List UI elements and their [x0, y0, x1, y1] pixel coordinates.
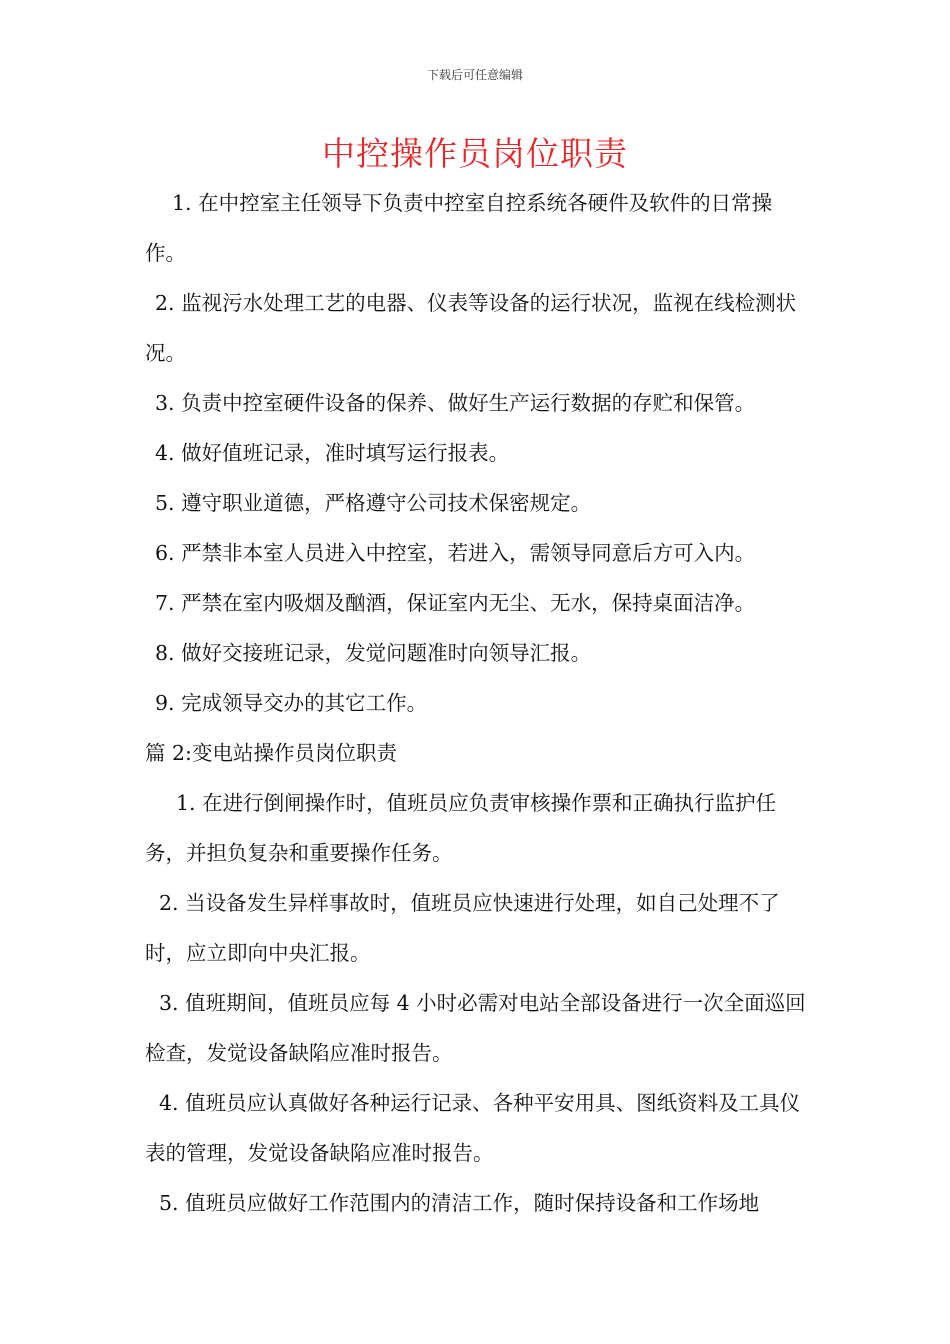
header-note: 下载后可任意编辑 — [426, 68, 523, 82]
section2-heading: 篇 2:变电站操作员岗位职责 — [145, 741, 397, 765]
section1-item-4: 4. 做好值班记录，准时填写运行报表。 — [155, 441, 510, 465]
section1-item-8: 8. 做好交接班记录，发觉问题准时向领导汇报。 — [155, 641, 592, 665]
section1-item-2: 2. 监视污水处理工艺的电器、仪表等设备的运行状况，监视在线检测状况。 — [145, 291, 797, 365]
section1-item-9: 9. 完成领导交办的其它工作。 — [155, 691, 428, 715]
document-title: 中控操作员岗位职责 — [322, 134, 628, 173]
document-body — [145, 178, 810, 1228]
section1-item-7: 7. 严禁在室内吸烟及酗酒，保证室内无尘、无水，保持桌面洁净。 — [155, 591, 756, 615]
section2-item-5: 5. 值班员应做好工作范围内的清洁工作，随时保持设备和工作场地 — [159, 1191, 760, 1215]
section1-item-3: 3. 负责中控室硬件设备的保养、做好生产运行数据的存贮和保管。 — [155, 391, 756, 415]
section1-item-6: 6. 严禁非本室人员进入中控室，若进入，需领导同意后方可入内。 — [155, 541, 756, 565]
section2-item-1: 1. 在进行倒闸操作时，值班员应负责审核操作票和正确执行监护任务，并担负复杂和重要操作任务。 — [145, 791, 777, 865]
section2-item-4: 4. 值班员应认真做好各种运行记录、各种平安用具、图纸资料及工具仪表的管理，发觉设备缺陷应准时报告。 — [145, 1091, 801, 1165]
section1-item-1: 1. 在中控室主任领导下负责中控室自控系统各硬件及软件的日常操作。 — [145, 191, 773, 265]
section2-item-3: 3. 值班期间，值班员应每 4 小时必需对电站全部设备进行一次全面巡回检查，发觉设备缺陷应准时报告。 — [145, 991, 806, 1065]
section1-item-5: 5. 遵守职业道德，严格遵守公司技术保密规定。 — [155, 491, 592, 515]
section2-item-2: 2. 当设备发生异样事故时，值班员应快速进行处理，如自己处理不了时，应立即向中央汇报。 — [145, 891, 780, 965]
